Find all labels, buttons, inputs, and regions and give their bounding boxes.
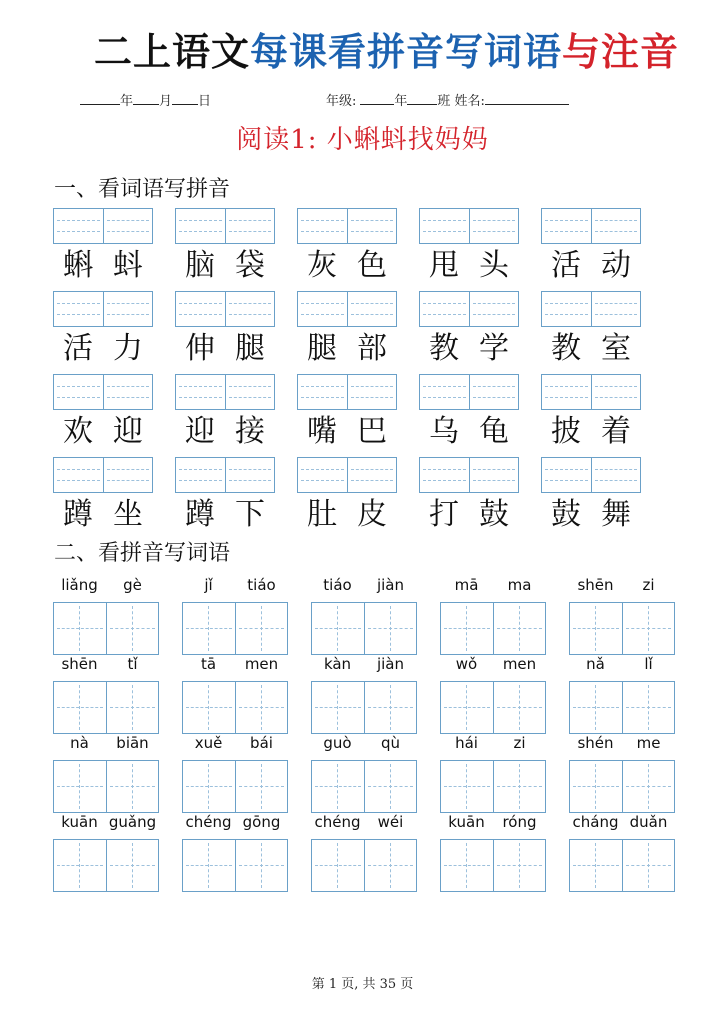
pinyin-cell[interactable] — [542, 375, 591, 409]
tianzige-cell[interactable] — [364, 840, 417, 891]
hanzi-writing-box[interactable] — [569, 760, 675, 813]
hanzi-writing-box[interactable] — [182, 839, 288, 892]
pinyin-writing-box[interactable] — [419, 208, 519, 244]
word-item — [297, 457, 397, 539]
pinyin-row — [53, 809, 159, 835]
pinyin-writing-box[interactable] — [175, 457, 275, 493]
pinyin-writing-box[interactable] — [53, 208, 153, 244]
pinyin-writing-box[interactable] — [297, 374, 397, 410]
word-item — [419, 374, 519, 456]
pinyin-cell[interactable] — [542, 292, 591, 326]
hanzi-writing-box[interactable] — [53, 681, 159, 734]
word-item — [297, 374, 397, 456]
hanzi-char: 着 — [601, 414, 631, 449]
pinyin-item — [182, 651, 288, 731]
pinyin-syllable: jiàn — [376, 655, 405, 673]
pinyin-syllable: shēn — [577, 576, 614, 594]
pinyin-cell[interactable] — [54, 458, 103, 492]
pinyin-cell[interactable] — [420, 292, 469, 326]
pinyin-syllable: men — [244, 655, 279, 673]
page-footer: 第 1 页, 共 35 页 — [311, 977, 414, 992]
hanzi-char: 脑 — [185, 248, 215, 283]
pinyin-row — [440, 809, 546, 835]
hanzi-char: 力 — [113, 331, 143, 366]
pinyin-cell[interactable] — [591, 209, 641, 243]
tianzige-cell[interactable] — [493, 761, 546, 812]
tianzige-cell[interactable] — [54, 603, 106, 654]
tianzige-cell[interactable] — [364, 682, 417, 733]
pinyin-syllable: hái — [455, 734, 478, 752]
pinyin-writing-box[interactable] — [297, 291, 397, 327]
pinyin-syllable: guò — [323, 734, 352, 752]
word-item — [541, 208, 641, 290]
tianzige-cell[interactable] — [441, 682, 493, 733]
tianzige-cell[interactable] — [570, 840, 622, 891]
pinyin-item — [311, 730, 417, 810]
pinyin-cell[interactable] — [469, 375, 519, 409]
tianzige-cell[interactable] — [106, 682, 159, 733]
student-info-row — [80, 90, 640, 110]
pinyin-item — [569, 572, 675, 652]
date-field[interactable] — [80, 90, 211, 109]
pinyin-syllable: xuě — [194, 734, 223, 752]
pinyin-cell[interactable] — [420, 458, 469, 492]
hanzi-char: 龟 — [479, 414, 509, 449]
hanzi-char: 袋 — [235, 248, 265, 283]
hanzi-char: 头 — [479, 248, 509, 283]
tianzige-cell[interactable] — [183, 603, 235, 654]
tianzige-cell[interactable] — [183, 682, 235, 733]
pinyin-syllable: wǒ — [455, 655, 478, 673]
pinyin-syllable: kuān — [448, 813, 485, 831]
hanzi-char: 蹲 — [185, 497, 215, 532]
grade-label: 年级: — [326, 94, 357, 109]
pinyin-cell[interactable] — [54, 292, 103, 326]
pinyin-syllable: duǎn — [629, 813, 668, 831]
hanzi-writing-box[interactable] — [53, 602, 159, 655]
year-label: 年 — [120, 94, 134, 109]
word-item — [175, 457, 275, 539]
pinyin-cell[interactable] — [225, 292, 275, 326]
pinyin-syllable: gōng — [242, 813, 281, 831]
hanzi-word — [419, 246, 519, 286]
tianzige-cell[interactable] — [312, 840, 364, 891]
pinyin-syllable: jiàn — [376, 576, 405, 594]
hanzi-word — [53, 412, 153, 452]
pinyin-row — [182, 730, 288, 756]
hanzi-char: 巴 — [357, 414, 387, 449]
hanzi-char: 乌 — [429, 414, 459, 449]
pinyin-row — [440, 730, 546, 756]
hanzi-char: 腿 — [307, 331, 337, 366]
hanzi-char: 舞 — [601, 497, 631, 532]
pinyin-syllable: tiáo — [247, 576, 276, 594]
hanzi-word — [53, 329, 153, 369]
pinyin-cell[interactable] — [298, 458, 347, 492]
pinyin-syllable: men — [502, 655, 537, 673]
hanzi-word — [175, 329, 275, 369]
hanzi-writing-box[interactable] — [53, 839, 159, 892]
hanzi-char: 动 — [601, 248, 631, 283]
hanzi-writing-box[interactable] — [440, 681, 546, 734]
pinyin-cell[interactable] — [420, 375, 469, 409]
hanzi-writing-box[interactable] — [182, 760, 288, 813]
hanzi-writing-box[interactable] — [311, 839, 417, 892]
tianzige-cell[interactable] — [54, 761, 106, 812]
pinyin-writing-box[interactable] — [297, 457, 397, 493]
tianzige-cell[interactable] — [441, 761, 493, 812]
pinyin-syllable: liǎng — [61, 576, 98, 594]
pinyin-writing-box[interactable] — [419, 457, 519, 493]
pinyin-cell[interactable] — [176, 209, 225, 243]
tianzige-cell[interactable] — [106, 840, 159, 891]
hanzi-char: 甩 — [429, 248, 459, 283]
hanzi-char: 活 — [551, 248, 581, 283]
tianzige-cell[interactable] — [570, 761, 622, 812]
hanzi-word — [297, 495, 397, 535]
word-item — [53, 374, 153, 456]
tianzige-cell[interactable] — [622, 603, 675, 654]
pinyin-cell[interactable] — [298, 375, 347, 409]
tianzige-cell[interactable] — [312, 682, 364, 733]
hanzi-char: 披 — [551, 414, 581, 449]
hanzi-word — [541, 412, 641, 452]
hanzi-char: 鼓 — [479, 497, 509, 532]
pinyin-writing-box[interactable] — [175, 208, 275, 244]
pinyin-syllable: chéng — [185, 813, 232, 831]
pinyin-row — [53, 651, 159, 677]
pinyin-item — [53, 651, 159, 731]
pinyin-syllable: shén — [577, 734, 614, 752]
pinyin-writing-box[interactable] — [53, 457, 153, 493]
pinyin-writing-box[interactable] — [419, 291, 519, 327]
pinyin-cell[interactable] — [542, 209, 591, 243]
hanzi-word — [297, 329, 397, 369]
tianzige-cell[interactable] — [441, 840, 493, 891]
word-item — [175, 208, 275, 290]
hanzi-word — [175, 495, 275, 535]
pinyin-cell[interactable] — [54, 209, 103, 243]
tianzige-cell[interactable] — [622, 682, 675, 733]
hanzi-char: 坐 — [113, 497, 143, 532]
pinyin-writing-box[interactable] — [541, 208, 641, 244]
tianzige-cell[interactable] — [54, 682, 106, 733]
hanzi-word — [297, 412, 397, 452]
hanzi-char: 学 — [479, 331, 509, 366]
pinyin-syllable: me — [636, 734, 661, 752]
hanzi-char: 灰 — [307, 248, 337, 283]
hanzi-char: 打 — [429, 497, 459, 532]
word-item — [541, 457, 641, 539]
pinyin-cell[interactable] — [176, 292, 225, 326]
hanzi-char: 接 — [235, 414, 265, 449]
hanzi-word — [53, 246, 153, 286]
word-item — [541, 374, 641, 456]
worksheet-title — [0, 28, 725, 76]
tianzige-cell[interactable] — [106, 761, 159, 812]
hanzi-char: 室 — [601, 331, 631, 366]
pinyin-cell[interactable] — [347, 292, 397, 326]
pinyin-cell[interactable] — [176, 375, 225, 409]
tianzige-cell[interactable] — [622, 761, 675, 812]
hanzi-word — [419, 412, 519, 452]
pinyin-syllable: gè — [123, 576, 142, 594]
hanzi-word — [419, 329, 519, 369]
hanzi-writing-box[interactable] — [569, 839, 675, 892]
hanzi-char: 迎 — [185, 414, 215, 449]
pinyin-row — [53, 572, 159, 598]
hanzi-char: 腿 — [235, 331, 265, 366]
hanzi-char: 肚 — [307, 497, 337, 532]
tianzige-cell[interactable] — [622, 840, 675, 891]
pinyin-writing-box[interactable] — [541, 457, 641, 493]
hanzi-writing-box[interactable] — [569, 681, 675, 734]
hanzi-char: 嘴 — [307, 414, 337, 449]
pinyin-syllable: tā — [200, 655, 217, 673]
hanzi-char: 活 — [63, 331, 93, 366]
tianzige-cell[interactable] — [493, 840, 546, 891]
pinyin-cell[interactable] — [103, 292, 153, 326]
class-name-label: 班 姓名: — [437, 94, 485, 109]
pinyin-item — [182, 809, 288, 889]
tianzige-cell[interactable] — [106, 603, 159, 654]
pinyin-writing-box[interactable] — [541, 374, 641, 410]
hanzi-char: 下 — [235, 497, 265, 532]
hanzi-writing-box[interactable] — [440, 602, 546, 655]
tianzige-cell[interactable] — [493, 682, 546, 733]
word-item — [53, 291, 153, 373]
tianzige-cell[interactable] — [235, 761, 288, 812]
pinyin-item — [182, 572, 288, 652]
word-item — [53, 457, 153, 539]
word-item — [419, 457, 519, 539]
pinyin-item — [311, 809, 417, 889]
pinyin-row — [182, 809, 288, 835]
pinyin-cell[interactable] — [469, 209, 519, 243]
hanzi-char: 教 — [429, 331, 459, 366]
tianzige-cell[interactable] — [364, 761, 417, 812]
tianzige-cell[interactable] — [312, 603, 364, 654]
pinyin-item — [569, 651, 675, 731]
hanzi-char: 皮 — [357, 497, 387, 532]
grade-field[interactable] — [326, 90, 569, 109]
hanzi-char: 欢 — [63, 414, 93, 449]
pinyin-writing-box[interactable] — [175, 374, 275, 410]
pinyin-syllable: nǎ — [586, 655, 605, 673]
pinyin-writing-box[interactable] — [541, 291, 641, 327]
word-item — [53, 208, 153, 290]
pinyin-item — [440, 809, 546, 889]
pinyin-row — [53, 730, 159, 756]
hanzi-writing-box[interactable] — [311, 681, 417, 734]
hanzi-word — [175, 246, 275, 286]
hanzi-writing-box[interactable] — [182, 602, 288, 655]
tianzige-cell[interactable] — [183, 840, 235, 891]
pinyin-row — [569, 730, 675, 756]
pinyin-cell[interactable] — [347, 375, 397, 409]
pinyin-syllable: jǐ — [204, 576, 213, 594]
pinyin-cell[interactable] — [591, 292, 641, 326]
tianzige-cell[interactable] — [235, 840, 288, 891]
pinyin-row — [311, 572, 417, 598]
hanzi-char: 教 — [551, 331, 581, 366]
pinyin-item — [53, 809, 159, 889]
pinyin-cell[interactable] — [347, 458, 397, 492]
pinyin-cell[interactable] — [298, 209, 347, 243]
pinyin-item — [440, 572, 546, 652]
hanzi-char: 部 — [357, 331, 387, 366]
title-part-grade: 二上语文 — [93, 30, 250, 74]
pinyin-writing-box[interactable] — [53, 374, 153, 410]
tianzige-cell[interactable] — [570, 682, 622, 733]
pinyin-row — [569, 651, 675, 677]
hanzi-word — [541, 495, 641, 535]
hanzi-word — [541, 329, 641, 369]
pinyin-syllable: chéng — [314, 813, 361, 831]
pinyin-cell[interactable] — [469, 292, 519, 326]
hanzi-writing-box[interactable] — [440, 839, 546, 892]
word-item — [419, 208, 519, 290]
pinyin-syllable: róng — [502, 813, 537, 831]
hanzi-char: 鼓 — [551, 497, 581, 532]
word-item — [419, 291, 519, 373]
pinyin-cell[interactable] — [176, 458, 225, 492]
pinyin-writing-box[interactable] — [175, 291, 275, 327]
hanzi-char: 蹲 — [63, 497, 93, 532]
pinyin-cell[interactable] — [469, 458, 519, 492]
pinyin-cell[interactable] — [542, 458, 591, 492]
title-part-extra: 与注音 — [562, 30, 680, 74]
pinyin-syllable: lǐ — [644, 655, 653, 673]
pinyin-writing-box[interactable] — [419, 374, 519, 410]
pinyin-syllable: bái — [250, 734, 273, 752]
lesson-title: 阅读1: 小蝌蚪找妈妈 — [236, 125, 489, 155]
section1-heading: 一、看词语写拼音 — [54, 177, 231, 202]
pinyin-row — [311, 809, 417, 835]
hanzi-writing-box[interactable] — [53, 760, 159, 813]
pinyin-cell[interactable] — [103, 458, 153, 492]
word-item — [297, 208, 397, 290]
pinyin-syllable: wéi — [377, 813, 404, 831]
tianzige-cell[interactable] — [312, 761, 364, 812]
pinyin-syllable: tǐ — [127, 655, 138, 673]
hanzi-word — [175, 412, 275, 452]
pinyin-syllable: guǎng — [108, 813, 157, 831]
pinyin-cell[interactable] — [298, 292, 347, 326]
pinyin-item — [311, 572, 417, 652]
section2-heading: 二、看拼音写词语 — [54, 541, 231, 566]
pinyin-row — [440, 651, 546, 677]
word-item — [175, 374, 275, 456]
hanzi-writing-box[interactable] — [311, 760, 417, 813]
hanzi-word — [541, 246, 641, 286]
hanzi-char: 伸 — [185, 331, 215, 366]
pinyin-item — [53, 572, 159, 652]
pinyin-cell[interactable] — [54, 375, 103, 409]
hanzi-writing-box[interactable] — [440, 760, 546, 813]
pinyin-syllable: tiáo — [323, 576, 352, 594]
day-label: 日 — [198, 94, 212, 109]
word-item — [175, 291, 275, 373]
pinyin-syllable: cháng — [572, 813, 619, 831]
pinyin-item — [440, 730, 546, 810]
pinyin-row — [569, 809, 675, 835]
pinyin-cell[interactable] — [103, 209, 153, 243]
pinyin-cell[interactable] — [591, 458, 641, 492]
hanzi-char: 迎 — [113, 414, 143, 449]
tianzige-cell[interactable] — [54, 840, 106, 891]
pinyin-syllable: zi — [513, 734, 526, 752]
hanzi-word — [297, 246, 397, 286]
pinyin-row — [182, 572, 288, 598]
pinyin-syllable: shēn — [61, 655, 98, 673]
pinyin-syllable: qù — [380, 734, 401, 752]
hanzi-char: 色 — [357, 248, 387, 283]
pinyin-item — [569, 730, 675, 810]
pinyin-cell[interactable] — [420, 209, 469, 243]
pinyin-cell[interactable] — [103, 375, 153, 409]
pinyin-cell[interactable] — [225, 375, 275, 409]
tianzige-cell[interactable] — [441, 603, 493, 654]
pinyin-row — [569, 572, 675, 598]
tianzige-cell[interactable] — [364, 603, 417, 654]
pinyin-cell[interactable] — [225, 458, 275, 492]
pinyin-item — [440, 651, 546, 731]
pinyin-syllable: kuān — [61, 813, 98, 831]
hanzi-word — [419, 495, 519, 535]
pinyin-item — [311, 651, 417, 731]
pinyin-syllable: nà — [70, 734, 89, 752]
pinyin-item — [569, 809, 675, 889]
pinyin-syllable: zi — [642, 576, 655, 594]
hanzi-word — [53, 495, 153, 535]
pinyin-cell[interactable] — [591, 375, 641, 409]
pinyin-writing-box[interactable] — [297, 208, 397, 244]
word-item — [541, 291, 641, 373]
tianzige-cell[interactable] — [493, 603, 546, 654]
pinyin-item — [53, 730, 159, 810]
hanzi-writing-box[interactable] — [569, 602, 675, 655]
tianzige-cell[interactable] — [235, 603, 288, 654]
month-label: 月 — [159, 94, 173, 109]
pinyin-row — [182, 651, 288, 677]
pinyin-syllable: ma — [507, 576, 532, 594]
pinyin-syllable: kàn — [323, 655, 352, 673]
tianzige-cell[interactable] — [235, 682, 288, 733]
hanzi-char: 蚪 — [113, 248, 143, 283]
pinyin-cell[interactable] — [347, 209, 397, 243]
pinyin-syllable: mā — [454, 576, 479, 594]
grade-year-label: 年 — [394, 94, 408, 109]
pinyin-row — [311, 651, 417, 677]
title-part-task: 每课看拼音写词语 — [249, 30, 562, 74]
pinyin-row — [311, 730, 417, 756]
hanzi-char: 蝌 — [63, 248, 93, 283]
hanzi-writing-box[interactable] — [311, 602, 417, 655]
pinyin-cell[interactable] — [225, 209, 275, 243]
pinyin-writing-box[interactable] — [53, 291, 153, 327]
word-item — [297, 291, 397, 373]
pinyin-syllable: biān — [116, 734, 149, 752]
pinyin-item — [182, 730, 288, 810]
pinyin-row — [440, 572, 546, 598]
tianzige-cell[interactable] — [570, 603, 622, 654]
hanzi-writing-box[interactable] — [182, 681, 288, 734]
tianzige-cell[interactable] — [183, 761, 235, 812]
